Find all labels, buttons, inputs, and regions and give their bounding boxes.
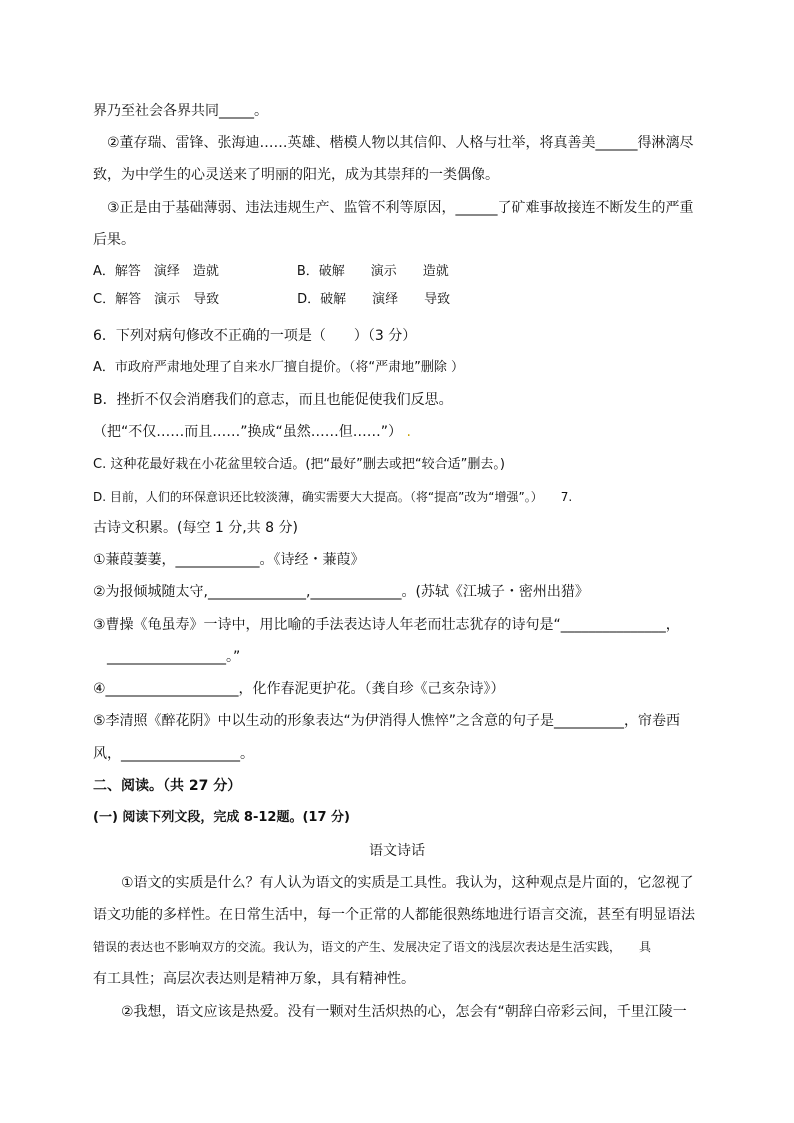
text-line: ②董存瑞、雷锋、张海迪……英雄、楷模人物以其信仰、人格与壮举，将真善美______得淋漓尽 [107,135,694,151]
text-line: 致，为中学生的心灵送来了明丽的阳光，成为其崇拜的一类偶像。 [93,167,499,183]
option-line: C. 这种花最好栽在小花盆里较合适。(把“最好”删去或把“较合适”删去。) [93,457,505,472]
paragraph-line: ①语文的实质是什么？有人认为语文的实质是工具性。我认为，这种观点是片面的，它忽视了 [121,875,694,891]
question-title: 古诗文积累。(每空 1 分,共 8 分) [93,520,298,536]
poem-line: ④___________________，化作春泥更护花。（龚自珍《己亥杂诗》） [93,681,505,697]
question-title: 6．下列对病句修改不正确的一项是（ ）（3 分） [93,328,417,344]
paragraph-line: 有工具性；高层次表达则是精神万象，具有精神性。 [93,971,415,987]
option-line: C．解答 演示 导致 D．破解 演绎 导致 [93,292,451,307]
option-line: A．解答 演绎 造就 B．破解 演示 造就 [93,264,449,279]
subsection-heading: (一) 阅读下列文段，完成 8-12题。(17 分) [93,810,350,825]
poem-line: 风，_________________。 [93,746,254,762]
option-line-text: （把“不仅……而且……”换成“虽然……但……”） [93,424,403,440]
text-line: 后果。 [93,232,135,248]
option-line [93,422,411,442]
poem-line: ⑤李清照《醉花阴》中以生动的形象表达“为伊消得人憔悴”之含意的句子是__________，帘卷西 [93,713,681,729]
article-title: 语文诗话 [369,843,425,859]
poem-line: _________________。” [107,649,241,665]
poem-line: ②为报倾城随太守,______________,_____________。(苏轼《江城子・密州出猎》 [93,584,589,600]
poem-line: ③曹操《龟虽寿》一诗中，用比喻的手法表达诗人年老而壮志犹存的诗句是“_______________， [93,617,680,633]
yellow-dot-mark: . [406,424,411,440]
text-line: 界乃至社会各界共同_____。 [93,103,268,119]
option-line: A．市政府严肃地处理了自来水厂擅自提价。（将“严肃地”删除 ） [93,360,464,375]
option-line: D. 目前，人们的环保意识还比较淡薄，确实需要大大提高。（将“提高”改为“增强”。） 7. [93,490,573,504]
option-line: B．挫折不仅会消磨我们的意志，而且也能促使我们反思。 [93,392,453,408]
poem-line: ①蒹葭萋萋，____________。《诗经・蒹葭》 [93,552,365,568]
paragraph-line: 语文功能的多样性。在日常生活中，每一个正常的人都能很熟练地进行语言交流，甚至有明显语法 [93,907,695,923]
text-line: ③正是由于基础薄弱、违法违规生产、监管不利等原因，______了矿难事故接连不断发生的严重 [107,200,694,216]
paragraph-line: 错误的表达也不影响双方的交流。我认为，语文的产生、发展决定了语文的浅层次表达是生活实践， 具 [93,940,652,954]
paragraph-line: ②我想，语文应该是热爱。没有一颗对生活炽热的心，怎会有“朝辞白帝彩云间，千里江陵一 [121,1004,687,1020]
section-heading: 二、阅读。（共 27 分） [93,778,242,794]
